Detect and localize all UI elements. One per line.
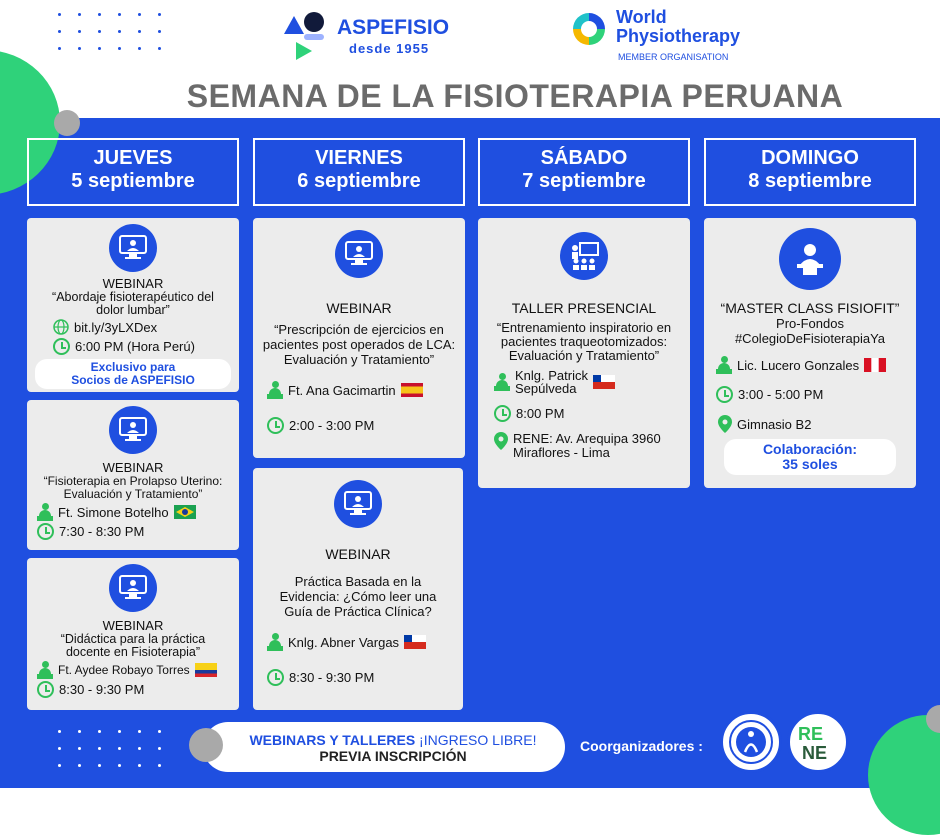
- event-time: 8:30 - 9:30 PM: [289, 670, 375, 685]
- classroom-icon: [560, 232, 608, 280]
- event-type: WEBINAR: [102, 618, 164, 633]
- free-entry-banner[interactable]: [203, 722, 565, 772]
- event-card-fri-2[interactable]: [253, 468, 463, 710]
- spain-flag-icon: [401, 383, 423, 397]
- event-type: WEBINAR: [325, 546, 391, 562]
- event-link-row[interactable]: [53, 319, 239, 335]
- event-card-thu-3[interactable]: [27, 558, 239, 710]
- computer-icon: [334, 480, 382, 528]
- event-type: WEBINAR: [326, 300, 392, 316]
- event-speaker-row: [37, 503, 239, 521]
- event-card-fri-1[interactable]: [253, 218, 465, 458]
- page-title: SEMANA DE LA FISIOTERAPIA PERUANA: [186, 78, 844, 114]
- clock-icon: [37, 681, 54, 698]
- day-header-saturday: [478, 138, 690, 206]
- rene-logo: [787, 711, 849, 773]
- aspefisio-since: desde 1955: [349, 41, 430, 56]
- event-subtitle-2: #ColegioDeFisioterapiaYa: [734, 331, 886, 346]
- day-date: 7 septiembre: [522, 170, 646, 192]
- banner-prereg: PREVIA INSCRIPCIÓN: [319, 748, 467, 764]
- event-type: WEBINAR: [102, 276, 164, 291]
- chile-flag-icon: [404, 635, 426, 649]
- event-speaker: Knlg. Abner Vargas: [288, 634, 400, 650]
- event-place-row: [494, 432, 690, 460]
- event-type: “MASTER CLASS FISIOFIT”: [720, 300, 900, 316]
- event-speaker-row: [267, 633, 463, 651]
- event-link[interactable]: bit.ly/3yLXDex: [74, 319, 158, 335]
- aspefisio-name: ASPEFISIO: [337, 16, 450, 39]
- speaker-icon: [267, 633, 283, 651]
- day-header-sunday: [704, 138, 916, 206]
- event-title: “Prescripción de ejercicios en pacientes post operados de LCA: Evaluación y Tratamiento”: [262, 322, 456, 367]
- dots-pattern-bottom: [58, 730, 164, 767]
- event-time: 2:00 - 3:00 PM: [289, 418, 375, 433]
- computer-icon: [109, 224, 157, 272]
- event-time: 6:00 PM (Hora Perú): [75, 339, 195, 354]
- svg-text:RE: RE: [798, 724, 824, 744]
- event-speaker-line2: Sepúlveda: [515, 381, 577, 396]
- exclusive-note-line2: Socios de ASPEFISIO: [71, 373, 195, 387]
- day-name: VIERNES: [315, 147, 403, 169]
- event-subtitle-1: Pro-Fondos: [776, 316, 844, 331]
- dots-pattern-top: [58, 13, 164, 50]
- day-date: 6 septiembre: [297, 170, 421, 192]
- event-time-row: [37, 681, 239, 698]
- event-speaker-row: [716, 356, 916, 374]
- clock-icon: [494, 405, 511, 422]
- computer-icon: [109, 564, 157, 612]
- collaboration-badge: [724, 439, 896, 475]
- speaker-icon: [494, 373, 510, 391]
- event-card-thu-1[interactable]: [27, 218, 239, 392]
- event-card-sat-1[interactable]: [478, 218, 690, 488]
- event-time-row: [267, 417, 465, 434]
- event-speaker-row: [267, 381, 465, 399]
- svg-text:NE: NE: [802, 743, 828, 762]
- clock-icon: [716, 386, 733, 403]
- event-place-line1: RENE: Av. Arequipa 3960: [513, 431, 661, 446]
- event-title: Práctica Basada en la Evidencia: ¿Cómo leer una Guía de Práctica Clínica?: [279, 574, 437, 619]
- coorganizers-label: Coorganizadores :: [580, 738, 703, 754]
- wpt-name-line2: Physiotherapy: [616, 26, 741, 46]
- colombia-flag-icon: [195, 663, 217, 677]
- location-pin-icon: [718, 415, 732, 433]
- clock-icon: [37, 523, 54, 540]
- day-name: JUEVES: [93, 147, 173, 169]
- lecturer-icon: [779, 228, 841, 290]
- event-title: “Fisioterapia en Prolapso Uterino: Evaluación y Tratamiento”: [43, 474, 223, 501]
- day-name: SÁBADO: [540, 147, 628, 169]
- event-card-sun-1[interactable]: [704, 218, 916, 488]
- speaker-icon: [716, 356, 732, 374]
- computer-icon: [335, 230, 383, 278]
- clock-icon: [267, 417, 284, 434]
- clock-icon: [53, 338, 70, 355]
- event-time-row: [53, 338, 239, 355]
- day-date: 8 septiembre: [748, 170, 872, 192]
- exclusive-note-line1: Exclusivo para: [90, 360, 176, 374]
- event-time: 8:30 - 9:30 PM: [59, 682, 145, 697]
- wpt-member: MEMBER ORGANISATION: [618, 52, 729, 62]
- event-place-line2: Miraflores - Lima: [513, 445, 610, 460]
- speaker-icon: [267, 381, 283, 399]
- event-time-row: [267, 669, 463, 686]
- wpt-name-line1: World: [616, 7, 667, 27]
- banner-webinars: WEBINARS Y TALLERES: [249, 732, 416, 748]
- event-place-row: [718, 415, 916, 433]
- globe-icon: [53, 319, 69, 335]
- world-physiotherapy-logo-icon: [570, 10, 608, 48]
- event-time-row: [37, 523, 239, 540]
- location-pin-icon: [494, 432, 508, 450]
- speaker-icon: [37, 661, 53, 679]
- physiotherapy-seal-icon: [728, 719, 774, 765]
- computer-icon: [109, 406, 157, 454]
- event-speaker-line1: Knlg. Patrick: [515, 368, 588, 383]
- rene-logo-mark: [794, 722, 842, 762]
- event-speaker: Lic. Lucero Gonzales: [737, 357, 860, 373]
- chile-flag-icon: [593, 375, 615, 389]
- clock-icon: [267, 669, 284, 686]
- brazil-flag-icon: [174, 505, 196, 519]
- event-title: “Entrenamiento inspiratorio en pacientes traqueotomizados: Evaluación y Tratamiento”: [496, 320, 672, 363]
- peru-flag-icon: [864, 358, 886, 372]
- event-speaker: Ft. Ana Gacimartin: [288, 382, 396, 398]
- grey-dot-decoration-footer: [189, 728, 223, 762]
- event-place: [513, 432, 661, 460]
- collaboration-label: Colaboración:: [762, 441, 858, 457]
- event-time: 3:00 - 5:00 PM: [738, 387, 824, 402]
- day-date: 5 septiembre: [71, 170, 195, 192]
- day-name: DOMINGO: [761, 147, 859, 169]
- event-type: TALLER PRESENCIAL: [511, 300, 657, 316]
- event-place: Gimnasio B2: [737, 416, 812, 432]
- event-speaker: Ft. Aydee Robayo Torres: [58, 663, 190, 677]
- collaboration-price: 35 soles: [782, 456, 838, 472]
- event-title: “Didáctica para la práctica docente en Fisioterapia”: [60, 632, 206, 659]
- event-card-thu-2[interactable]: [27, 400, 239, 550]
- event-time-row: [494, 405, 690, 422]
- event-type: WEBINAR: [102, 460, 164, 475]
- aspefisio-logo-icon: [282, 10, 332, 62]
- speaker-icon: [37, 503, 53, 521]
- event-speaker-row: [494, 369, 690, 395]
- event-title: “Abordaje fisioterapéutico del dolor lumbar”: [52, 290, 214, 317]
- cnp-seal-logo: [720, 711, 782, 773]
- event-speaker-row: [37, 661, 239, 679]
- day-header-thursday: [27, 138, 239, 206]
- banner-free: ¡INGRESO LIBRE!: [419, 732, 537, 748]
- day-header-friday: [253, 138, 465, 206]
- event-time-row: [716, 386, 916, 403]
- event-time: 7:30 - 8:30 PM: [59, 524, 145, 539]
- exclusive-note: [35, 359, 231, 389]
- event-speaker: Ft. Simone Botelho: [58, 504, 169, 520]
- event-speaker: [515, 369, 588, 395]
- event-time: 8:00 PM: [516, 406, 565, 421]
